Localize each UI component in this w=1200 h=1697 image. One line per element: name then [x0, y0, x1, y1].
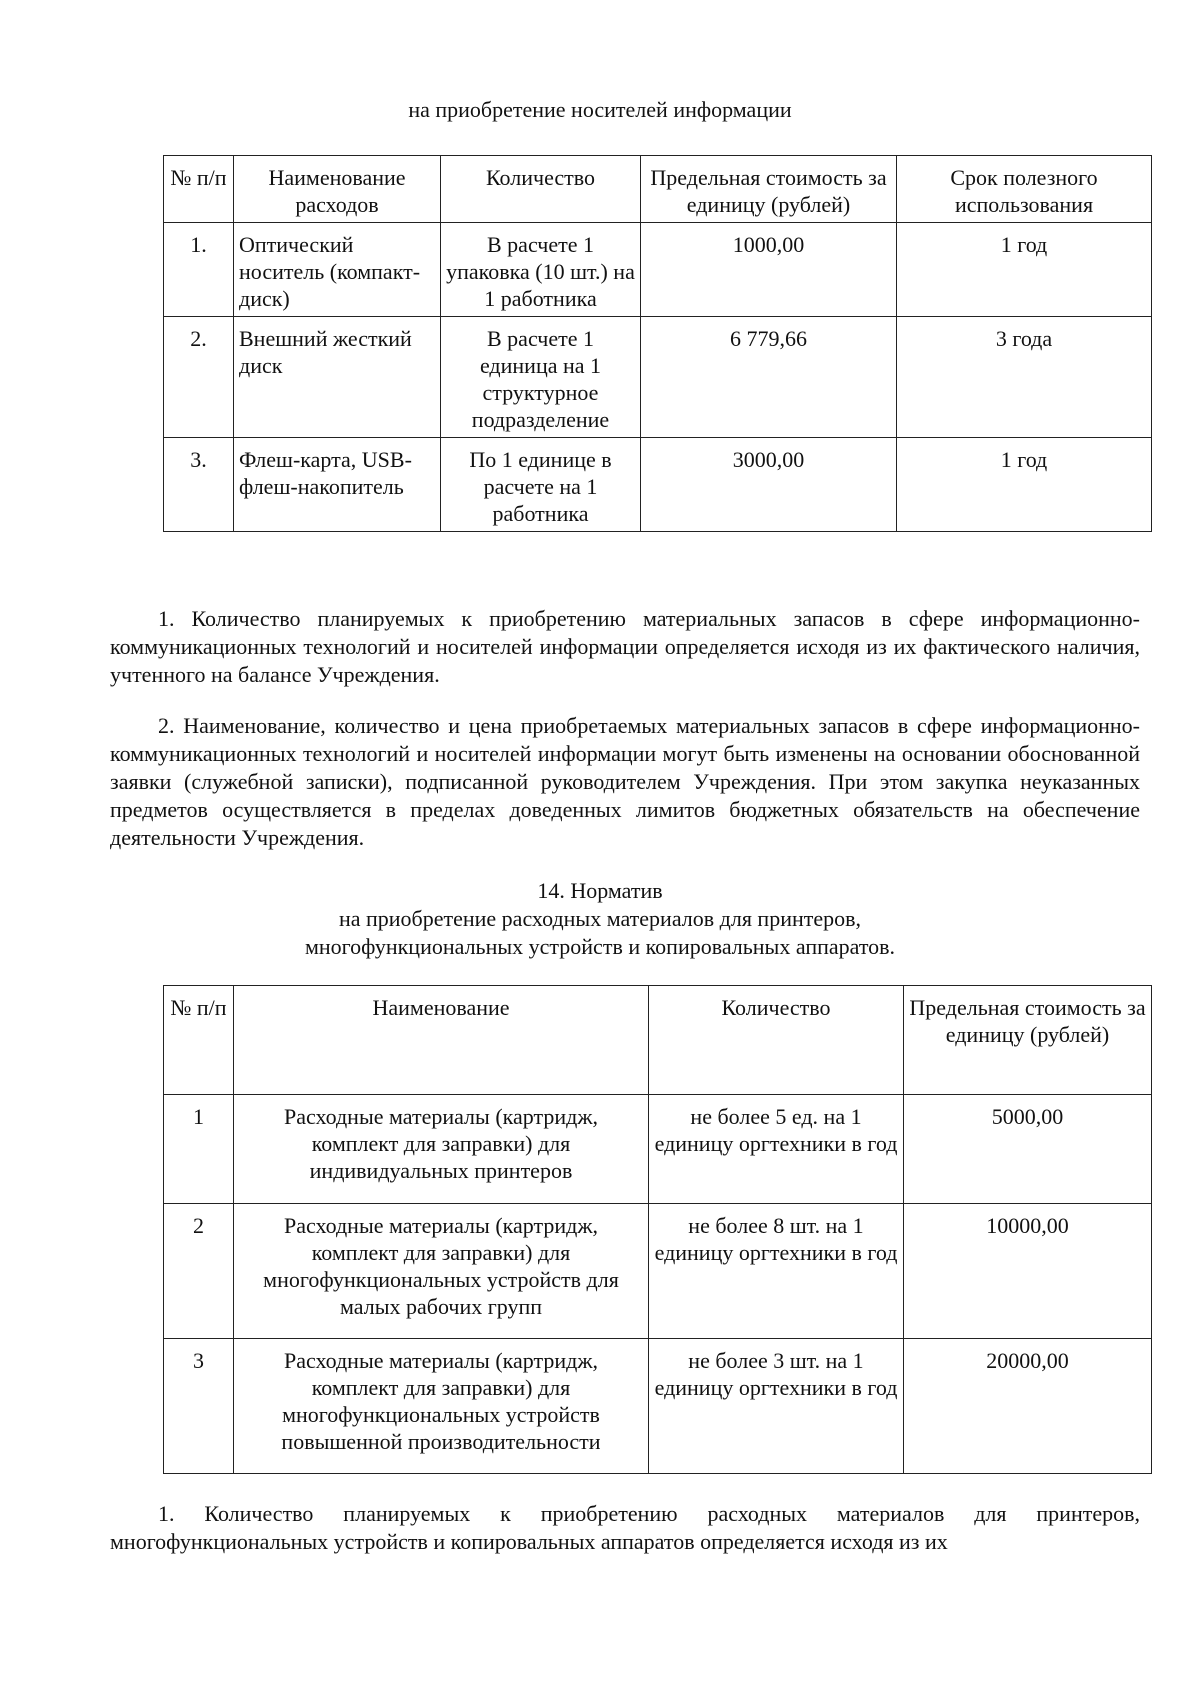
row-number: 1. — [164, 223, 234, 317]
row-number: 3 — [164, 1339, 234, 1474]
row-number: 1 — [164, 1095, 234, 1204]
row-name: Расходные материалы (картридж, комплект для заправки) для индивидуальных принтеров — [234, 1095, 649, 1204]
row-max-cost: 5000,00 — [904, 1095, 1152, 1204]
paragraph-1 — [110, 605, 1140, 689]
row-quantity: В расчете 1 упаковка (10 шт.) на 1 работника — [441, 223, 641, 317]
media-norm-table — [163, 155, 1152, 532]
row-useful-life: 3 года — [897, 317, 1152, 438]
paragraph-2 — [110, 712, 1140, 852]
header-name: Наименование расходов — [234, 156, 441, 223]
row-quantity: не более 5 ед. на 1 единицу оргтехники в год — [649, 1095, 904, 1204]
header-quantity: Количество — [441, 156, 641, 223]
header-max-cost: Предельная стоимость за единицу (рублей) — [904, 986, 1152, 1095]
row-number: 2 — [164, 1204, 234, 1339]
row-useful-life: 1 год — [897, 438, 1152, 532]
section-subtitle: на приобретение расходных материалов для принтеров, — [338, 906, 862, 931]
paragraph-3 — [110, 1500, 1140, 1556]
header-useful-life: Срок полезного использования — [897, 156, 1152, 223]
row-name: Расходные материалы (картридж, комплект для заправки) для многофункциональных устройств повышенной производительности — [234, 1339, 649, 1474]
row-name: Внешний жесткий диск — [234, 317, 441, 438]
row-quantity: В расчете 1 единица на 1 структурное подразделение — [441, 317, 641, 438]
row-quantity: не более 3 шт. на 1 единицу оргтехники в год — [649, 1339, 904, 1474]
table-header-row — [164, 986, 1152, 1095]
table-row — [164, 317, 1152, 438]
row-number: 2. — [164, 317, 234, 438]
row-quantity: не более 8 шт. на 1 единицу оргтехники в год — [649, 1204, 904, 1339]
row-useful-life: 1 год — [897, 223, 1152, 317]
header-max-cost: Предельная стоимость за единицу (рублей) — [641, 156, 897, 223]
row-max-cost: 6 779,66 — [641, 317, 897, 438]
row-name: Флеш-карта, USB-флеш-накопитель — [234, 438, 441, 532]
row-number: 3. — [164, 438, 234, 532]
paragraph-text: 1. Количество планируемых к приобретению расходных материалов для принтеров, многофункциональных устройств и копировальных аппаратов определяется исходя из их — [110, 1501, 1140, 1554]
table-row — [164, 1339, 1152, 1474]
table-row — [164, 1204, 1152, 1339]
row-name: Оптический носитель (компакт-диск) — [234, 223, 441, 317]
row-max-cost: 20000,00 — [904, 1339, 1152, 1474]
table-row — [164, 1095, 1152, 1204]
page-title: на приобретение носителей информации — [408, 97, 792, 122]
section-number-title: 14. Норматив — [537, 878, 663, 903]
table-row — [164, 438, 1152, 532]
row-quantity: По 1 единице в расчете на 1 работника — [441, 438, 641, 532]
header-name: Наименование — [234, 986, 649, 1095]
header-number: № п/п — [164, 986, 234, 1095]
header-quantity: Количество — [649, 986, 904, 1095]
table-row — [164, 223, 1152, 317]
row-max-cost: 1000,00 — [641, 223, 897, 317]
row-max-cost: 10000,00 — [904, 1204, 1152, 1339]
paragraph-text: 2. Наименование, количество и цена приобретаемых материальных запасов в сфере информационно-коммуникационных технологий и носителей информации могут быть изменены на основании обоснованной заявки (служебной записки), подписанной руководителем Учреждения. При этом закупка неуказанных предметов осуществляется в пределах доведенных лимитов бюджетных обязательств на обеспечение деятельности Учреждения. — [110, 713, 1140, 850]
row-max-cost: 3000,00 — [641, 438, 897, 532]
table-header-row — [164, 156, 1152, 223]
section-subtitle: многофункциональных устройств и копировальных аппаратов. — [304, 934, 896, 959]
header-number: № п/п — [164, 156, 234, 223]
consumables-norm-table — [163, 985, 1152, 1474]
paragraph-text: 1. Количество планируемых к приобретению материальных запасов в сфере информационно-коммуникационных технологий и носителей информации определяется исходя из их фактического наличия, учтенного на балансе Учреждения. — [110, 606, 1140, 687]
row-name: Расходные материалы (картридж, комплект для заправки) для многофункциональных устройств для малых рабочих групп — [234, 1204, 649, 1339]
